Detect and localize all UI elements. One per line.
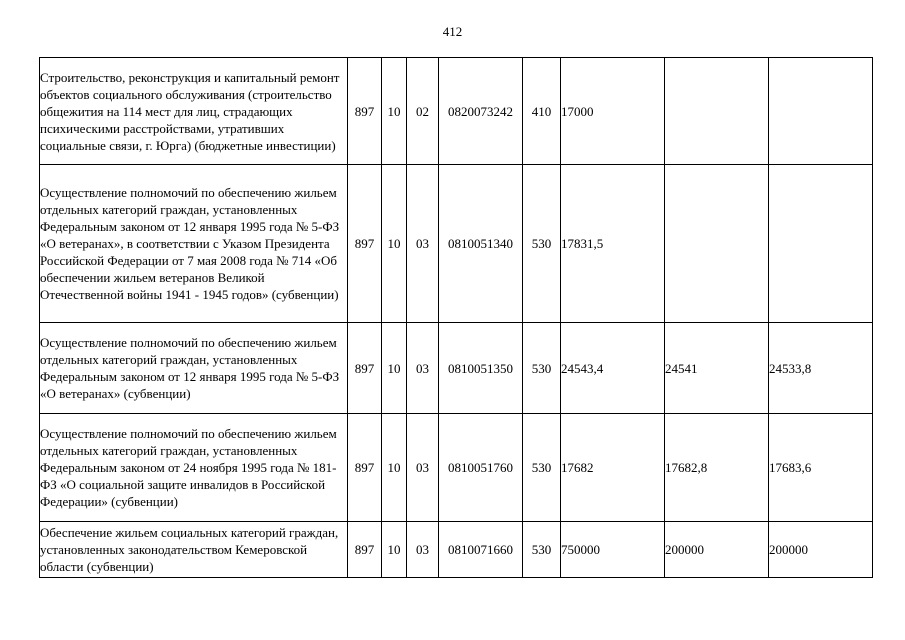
table-row (40, 522, 873, 578)
row-description: Строительство, реконструкция и капитальный ремонт объектов социального обслуживания (строительство общежития на 114 мест для лиц, страдающих психическими расстройствами, утративших социальные связи, г. Юрга) (бюджетные инвестиции) (40, 58, 348, 165)
row-description: Осуществление полномочий по обеспечению жильем отдельных категорий граждан, установленных Федеральным законом от 12 января 1995 года № 5-ФЗ «О ветеранах» (субвенции) (40, 323, 348, 414)
ministry-code: 897 (348, 414, 382, 522)
subsection-code: 03 (407, 165, 439, 323)
row-description: Осуществление полномочий по обеспечению жильем отдельных категорий граждан, установленных Федеральным законом от 12 января 1995 года № 5-ФЗ «О ветеранах», в соответствии с Указом Президента Российской Федерации от 7 мая 2008 года № 714 «Об обеспечении жильем ветеранов Великой Отечественной войны 1941 - 1945 годов» (субвенции) (40, 165, 348, 323)
target-article-code: 0810051350 (439, 323, 523, 414)
ministry-code: 897 (348, 522, 382, 578)
amount-year-2: 200000 (665, 522, 769, 578)
expense-type-code: 530 (523, 165, 561, 323)
amount-year-1: 24543,4 (561, 323, 665, 414)
table-row (40, 165, 873, 323)
row-description: Осуществление полномочий по обеспечению жильем отдельных категорий граждан, установленных Федеральным законом от 24 ноября 1995 года № 181-ФЗ «О социальной защите инвалидов в Российской Федерации» (субвенции) (40, 414, 348, 522)
ministry-code: 897 (348, 165, 382, 323)
target-article-code: 0810051760 (439, 414, 523, 522)
amount-year-3 (769, 165, 873, 323)
ministry-code: 897 (348, 58, 382, 165)
target-article-code: 0810071660 (439, 522, 523, 578)
amount-year-1: 17831,5 (561, 165, 665, 323)
amount-year-2 (665, 58, 769, 165)
section-code: 10 (382, 414, 407, 522)
amount-year-2: 24541 (665, 323, 769, 414)
expense-type-code: 410 (523, 58, 561, 165)
table-row (40, 414, 873, 522)
target-article-code: 0810051340 (439, 165, 523, 323)
section-code: 10 (382, 522, 407, 578)
expense-type-code: 530 (523, 414, 561, 522)
section-code: 10 (382, 58, 407, 165)
amount-year-3: 17683,6 (769, 414, 873, 522)
expense-type-code: 530 (523, 522, 561, 578)
amount-year-3: 24533,8 (769, 323, 873, 414)
amount-year-1: 750000 (561, 522, 665, 578)
subsection-code: 03 (407, 323, 439, 414)
amount-year-3: 200000 (769, 522, 873, 578)
subsection-code: 03 (407, 414, 439, 522)
table-row (40, 323, 873, 414)
page-number: 412 (442, 24, 463, 39)
amount-year-2: 17682,8 (665, 414, 769, 522)
budget-table (39, 57, 873, 578)
amount-year-2 (665, 165, 769, 323)
row-description: Обеспечение жильем социальных категорий граждан, установленных законодательством Кемеровской области (субвенции) (40, 522, 348, 578)
amount-year-3 (769, 58, 873, 165)
section-code: 10 (382, 165, 407, 323)
section-code: 10 (382, 323, 407, 414)
subsection-code: 02 (407, 58, 439, 165)
amount-year-1: 17000 (561, 58, 665, 165)
expense-type-code: 530 (523, 323, 561, 414)
target-article-code: 0820073242 (439, 58, 523, 165)
subsection-code: 03 (407, 522, 439, 578)
ministry-code: 897 (348, 323, 382, 414)
table-row (40, 58, 873, 165)
amount-year-1: 17682 (561, 414, 665, 522)
